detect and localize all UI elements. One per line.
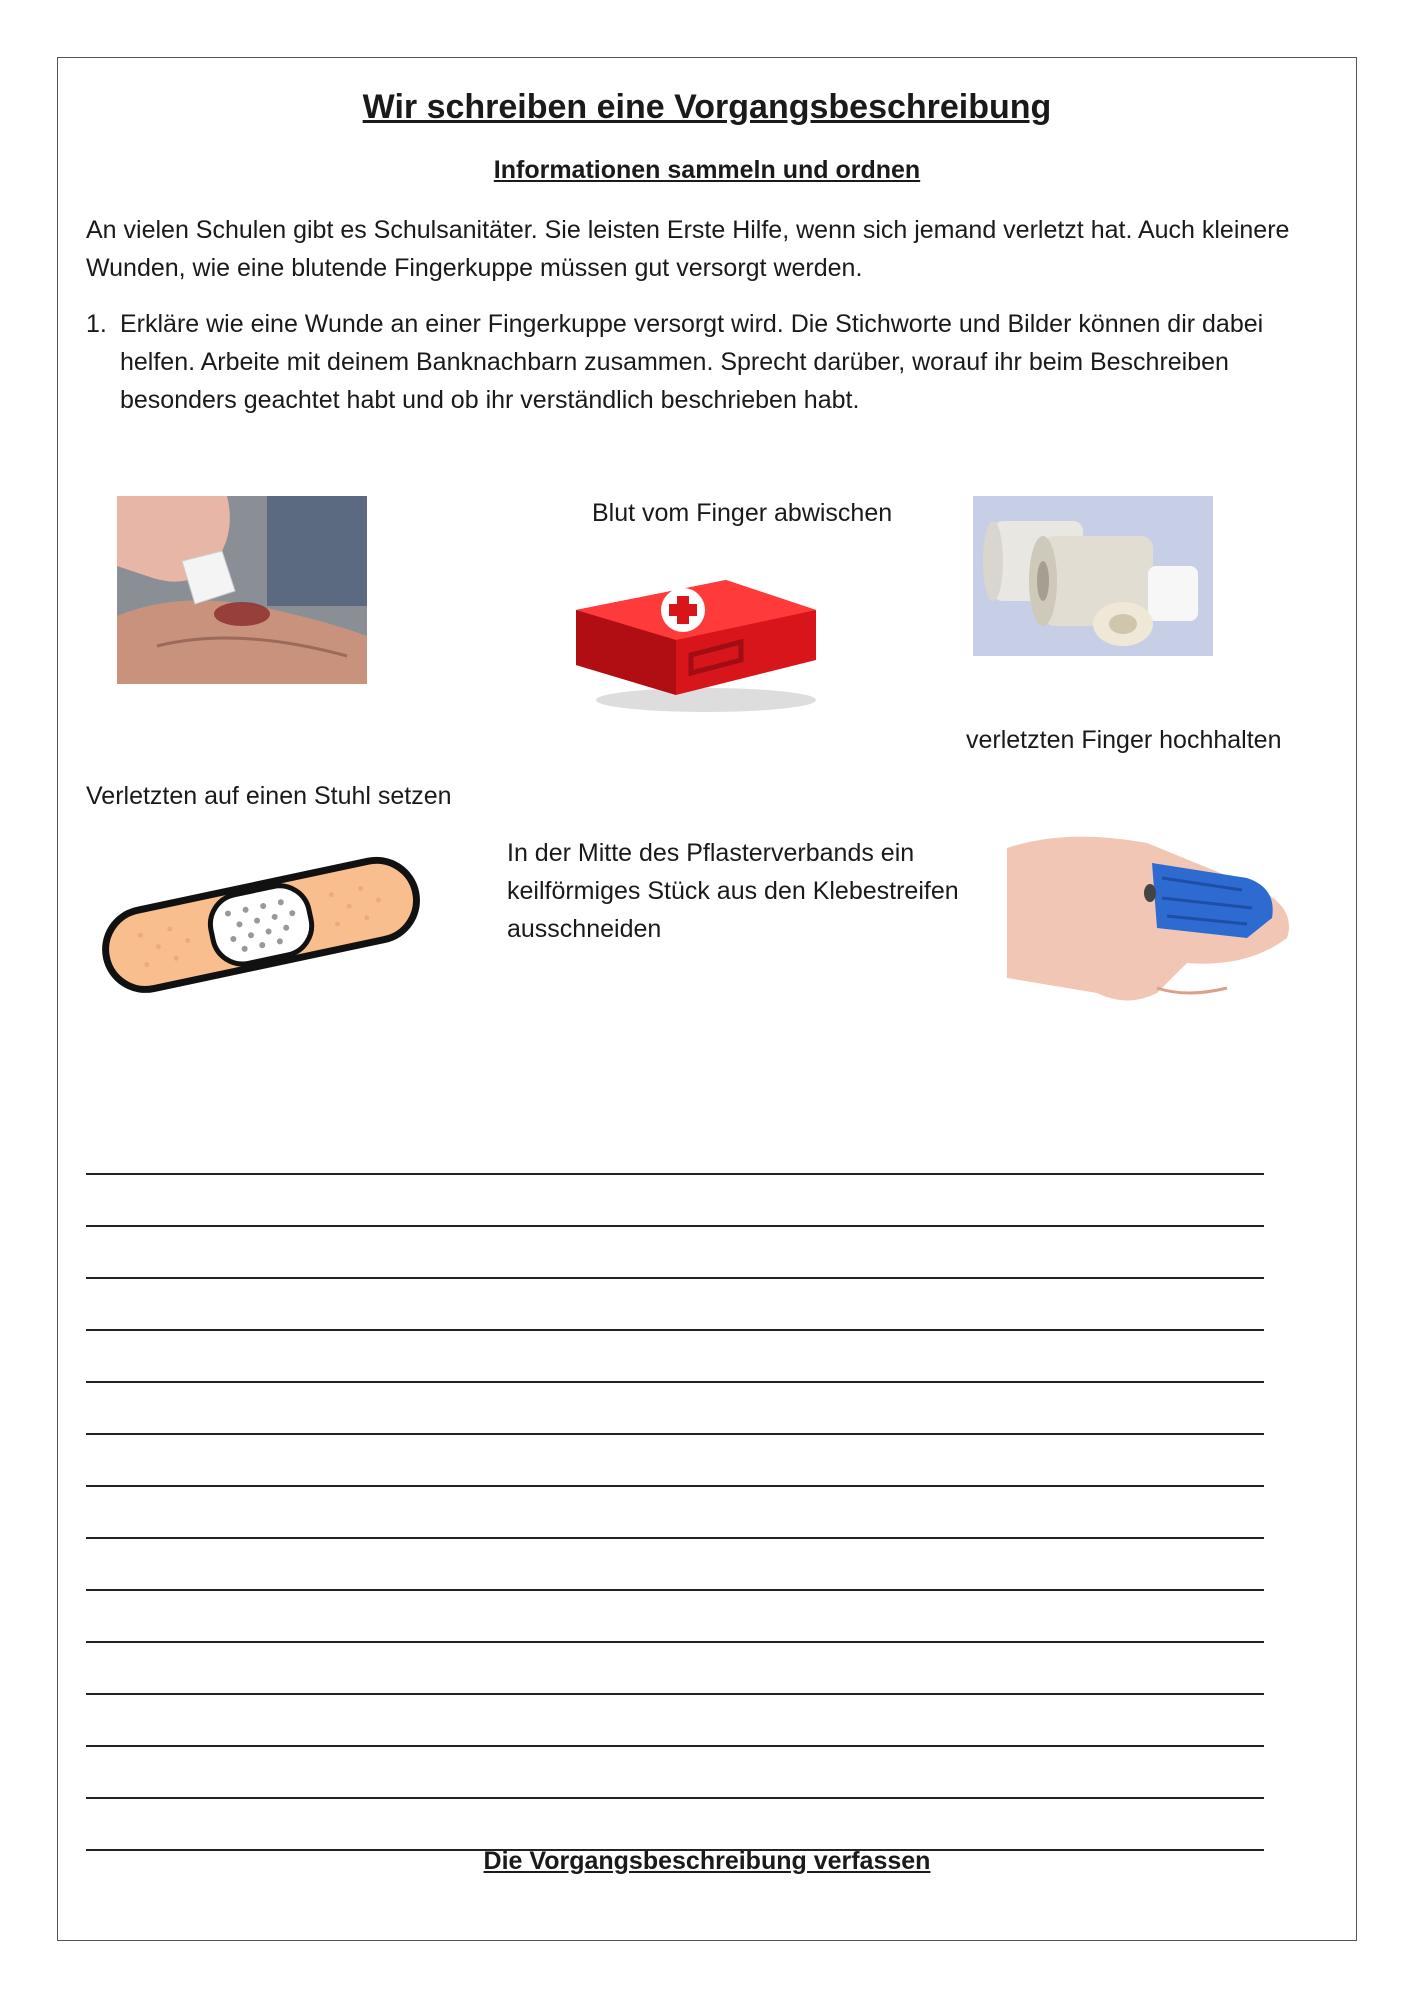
task-number: 1. xyxy=(86,310,107,338)
page-title: Wir schreiben eine Vorgangsbeschreibung xyxy=(362,88,1052,126)
task-text: Erkläre wie eine Wunde an einer Fingerkuppe versorgt wird. Die Stichworte und Bilder können dir dabei helfen. Arbeite mit deinem Banknachbarn zusammen. Sprecht darüber, worauf ihr beim Beschreiben besonders geachtet habt und ob ihr verständlich beschrieben habt. xyxy=(120,310,1264,414)
keyword-cut-wedge xyxy=(507,834,959,948)
section-heading: Informationen sammeln und ordnen xyxy=(493,156,921,184)
writing-line[interactable] xyxy=(86,1487,1264,1539)
keyword-cut-line-1: In der Mitte des Pflasterverbands ein xyxy=(507,839,915,867)
keyword-cut-line-3: ausschneiden xyxy=(507,915,662,943)
writing-lines[interactable] xyxy=(86,1123,1264,1851)
section-heading-compose: Die Vorgangsbeschreibung verfassen xyxy=(483,1847,931,1875)
bandaged-finger-photo xyxy=(1007,818,1310,1014)
writing-line[interactable] xyxy=(86,1747,1264,1799)
task-item xyxy=(86,305,1326,419)
writing-line[interactable] xyxy=(86,1695,1264,1747)
writing-line[interactable] xyxy=(86,1383,1264,1435)
first-aid-kit-image xyxy=(566,570,822,720)
writing-line[interactable] xyxy=(86,1539,1264,1591)
keyword-cut-line-2: keilförmiges Stück aus den Klebestreifen xyxy=(507,877,959,905)
keyword-seat-patient: Verletzten auf einen Stuhl setzen xyxy=(86,782,452,810)
writing-line[interactable] xyxy=(86,1799,1264,1851)
bandage-rolls-photo xyxy=(973,496,1213,656)
intro-paragraph: An vielen Schulen gibt es Schulsanitäter. Sie leisten Erste Hilfe, wenn sich jemand verletzt hat. Auch kleinere Wunden, wie eine blutende Fingerkuppe müssen gut versorgt werden. xyxy=(86,216,1290,282)
writing-line[interactable] xyxy=(86,1643,1264,1695)
writing-line[interactable] xyxy=(86,1175,1264,1227)
writing-line[interactable] xyxy=(86,1123,1264,1175)
writing-line[interactable] xyxy=(86,1435,1264,1487)
writing-line[interactable] xyxy=(86,1227,1264,1279)
keyword-raise-finger: verletzten Finger hochhalten xyxy=(966,726,1282,754)
adhesive-plaster-icon xyxy=(90,845,430,995)
writing-line[interactable] xyxy=(86,1331,1264,1383)
writing-line[interactable] xyxy=(86,1279,1264,1331)
wound-cleaning-photo xyxy=(117,496,367,684)
keyword-wipe-blood: Blut vom Finger abwischen xyxy=(592,499,893,527)
writing-line[interactable] xyxy=(86,1591,1264,1643)
